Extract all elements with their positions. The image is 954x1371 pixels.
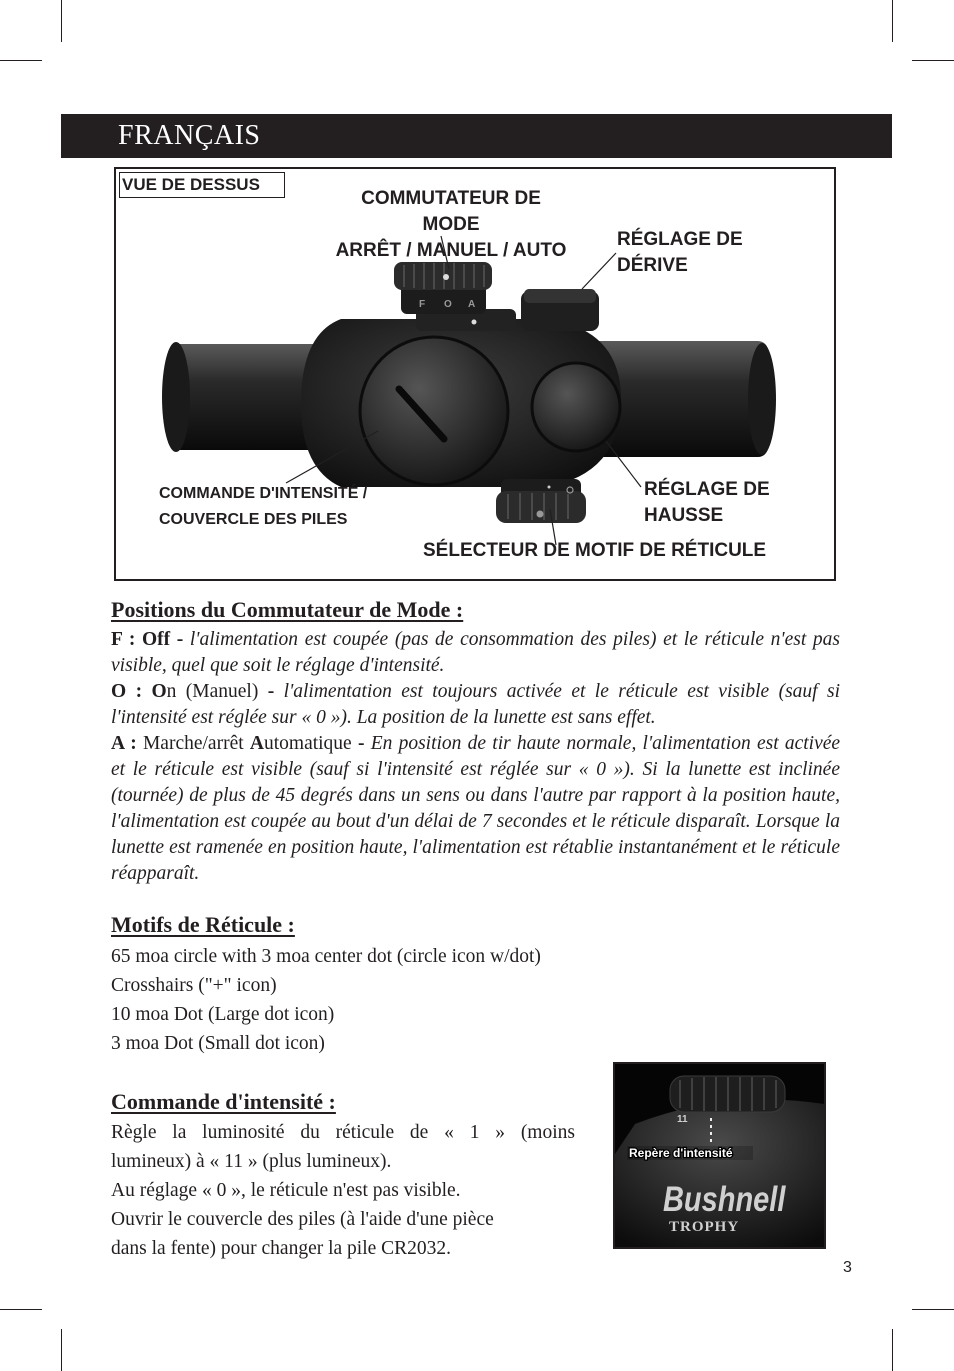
- callout-intensity: COMMANDE D'INTENSITÉ / COUVERCLE DES PILES: [159, 485, 368, 528]
- mode-on-label: n (Manuel): [166, 681, 259, 702]
- brand-logo: Bushnell: [663, 1179, 786, 1219]
- mode-off-description: l'alimentation est coupée (pas de consommation des piles) et le réticule n'est pas visible, quel que soit le réglage d'intensité.: [111, 629, 840, 676]
- mode-positions-text: [111, 627, 840, 887]
- dial-letter-a: A: [468, 299, 476, 310]
- list-item: 65 moa circle with 3 moa center dot (circle icon w/dot): [111, 946, 541, 967]
- mode-auto-entry: [111, 731, 840, 887]
- mode-auto-dash: -: [357, 733, 365, 754]
- sub-brand-logo: TROPHY: [669, 1219, 740, 1235]
- crop-mark: [912, 1309, 954, 1310]
- reticle-patterns-list: [111, 942, 541, 1058]
- dial-letter-o: O: [444, 299, 452, 310]
- mode-auto-label-post: utomatique: [263, 733, 352, 754]
- mode-on-dash: -: [267, 681, 275, 702]
- callout-mode-switch: COMMUTATEUR DE MODE ARRÊT / MANUEL / AUTO: [335, 188, 567, 261]
- mode-positions-title: Positions du Commutateur de Mode :: [111, 597, 464, 622]
- crop-mark: [61, 1329, 62, 1371]
- mode-auto-label-pre: Marche/arrêt: [142, 733, 244, 754]
- windage-knob: [521, 289, 599, 331]
- intensity-marker-label: Repère d'intensité: [629, 1146, 733, 1160]
- intensity-marker-photo: [613, 1062, 826, 1249]
- mode-on-entry: [111, 679, 840, 731]
- mode-auto-label-initial: A: [249, 733, 264, 754]
- language-header-bar: [61, 114, 892, 158]
- intensity-text: [111, 1118, 575, 1263]
- crop-mark: [0, 60, 42, 61]
- mode-on-key: O : O: [111, 681, 167, 702]
- crop-mark: [892, 0, 893, 42]
- list-item: 3 moa Dot (Small dot icon): [111, 1033, 325, 1054]
- intensity-title: Commande d'intensité :: [111, 1089, 336, 1114]
- reticle-patterns-title: Motifs de Réticule :: [111, 912, 295, 937]
- top-view-figure: [114, 167, 836, 581]
- intensity-dial-illustration: [615, 1064, 824, 1247]
- intensity-line: Règle la luminosité du réticule de « 1 » (moins: [111, 1122, 575, 1143]
- list-item: 10 moa Dot (Large dot icon): [111, 1004, 335, 1025]
- dial-letter-f: F: [419, 299, 426, 310]
- callout-elevation: RÉGLAGE DE HAUSSE: [644, 479, 770, 526]
- mode-auto-description: En position de tir haute normale, l'alimentation est activée et le réticule est visible (sauf si l'intensité est réglée sur « 0 »). Si la lunette est inclinée (tournée) de plus de 45 degrés dans un sens ou dans l'autre par rapport à la position haute, l'alimentation est coupée au bout d'un délai de 7 secondes et le réticule disparaît. Lorsque la lunette est ramenée en position haute, l'alimentation est rétablie instantanément et le réticule réapparaît.: [111, 733, 841, 884]
- mode-off-entry: [111, 627, 840, 679]
- mode-on-description: l'alimentation est toujours activée et le réticule est visible (sauf si l'intensité est réglée sur « 0 »). La position de la lunette est sans effet.: [111, 681, 840, 728]
- dial-number-11: 11: [677, 1114, 688, 1125]
- mode-off-key: F : Off -: [111, 629, 184, 650]
- reticle-selector-knob: [496, 479, 586, 523]
- callout-windage: RÉGLAGE DE DÉRIVE: [617, 229, 743, 276]
- intensity-line: lumineux) à « 11 » (plus lumineux).: [111, 1151, 392, 1172]
- intensity-line: Ouvrir le couvercle des piles (à l'aide d'une pièce: [111, 1209, 494, 1230]
- intensity-cap: [360, 337, 508, 485]
- crop-mark: [892, 1329, 893, 1371]
- crop-mark: [912, 60, 954, 61]
- top-view-label: VUE DE DESSUS: [119, 172, 285, 198]
- crop-mark: [0, 1309, 42, 1310]
- intensity-line: Au réglage « 0 », le réticule n'est pas visible.: [111, 1180, 461, 1201]
- mode-auto-key: A :: [111, 733, 137, 754]
- page-number: 3: [843, 1259, 852, 1276]
- intensity-line: dans la fente) pour changer la pile CR2032.: [111, 1238, 452, 1259]
- callout-reticle-selector: SÉLECTEUR DE MOTIF DE RÉTICULE: [423, 540, 767, 561]
- language-title: FRANÇAIS: [118, 120, 261, 151]
- crop-mark: [61, 0, 62, 42]
- elevation-knob: [532, 363, 620, 451]
- list-item: Crosshairs ("+" icon): [111, 975, 277, 996]
